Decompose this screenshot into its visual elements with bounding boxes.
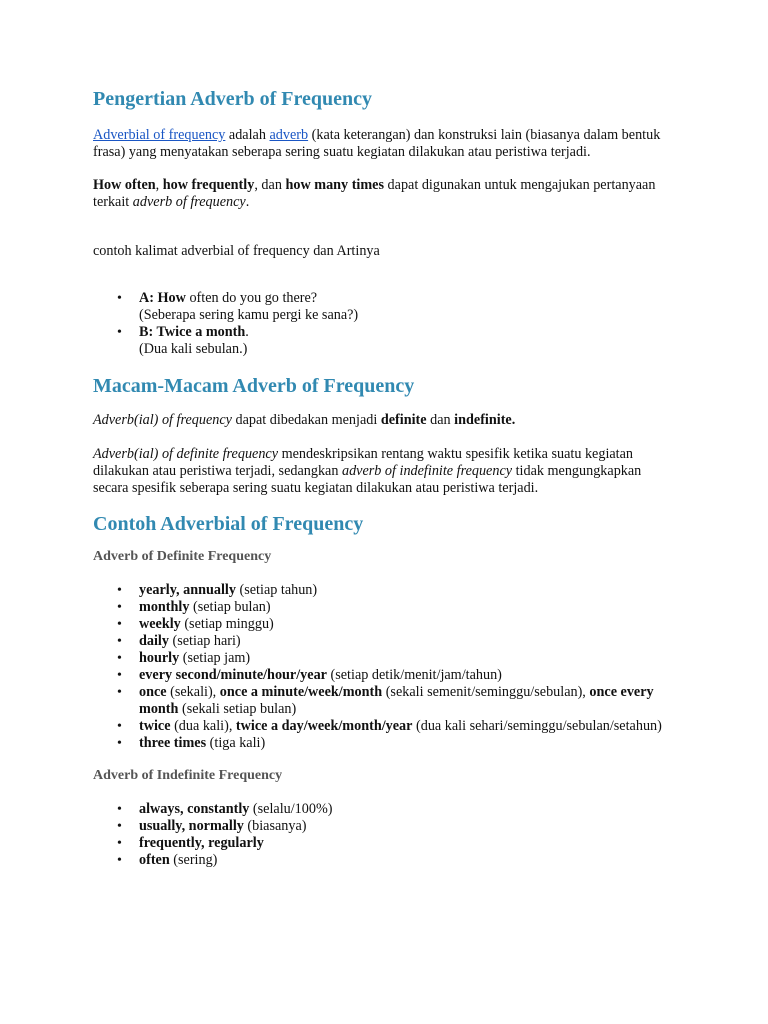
- text-span: (biasanya): [243, 818, 307, 834]
- bold-text: weekly: [139, 616, 181, 632]
- bold-text: yearly, annually: [139, 582, 236, 598]
- text-span: dan: [426, 412, 455, 428]
- bold-text: how many times: [285, 177, 384, 193]
- bold-text: daily: [139, 633, 169, 649]
- document-page: [93, 86, 678, 869]
- text-span: (setiap bulan): [189, 599, 271, 615]
- text-span: mendeskripsikan rentang waktu spesifik ketika suatu kegiatan dilakukan atau peristiwa terjadi, sedangkan: [93, 446, 634, 479]
- definite-list: [93, 582, 678, 752]
- bold-text: twice: [139, 718, 171, 734]
- text-span: .: [245, 194, 250, 210]
- list-item: [139, 650, 678, 667]
- text-span: (sekali setiap bulan): [178, 701, 297, 717]
- italic-text: Adverb(ial) of definite frequency: [93, 446, 279, 462]
- translation-text: (Seberapa sering kamu pergi ke sana?): [139, 307, 359, 323]
- text-span: (dua kali),: [170, 718, 236, 734]
- list-item: [139, 852, 678, 869]
- example-intro: contoh kalimat adverbial of frequency dan Artinya: [93, 243, 380, 259]
- text-span: tidak mengungkapkan secara spesifik seberapa sering suatu kegiatan dilakukan atau peristiwa terjadi.: [93, 463, 642, 496]
- list-item: [139, 582, 678, 599]
- list-item: [139, 616, 678, 633]
- bold-text: once: [139, 684, 167, 700]
- bold-text: usually, normally: [139, 818, 244, 834]
- list-item: [139, 667, 678, 684]
- list-item: [139, 290, 678, 324]
- section-title-pengertian: Pengertian Adverb of Frequency: [93, 88, 373, 110]
- description-paragraph: [93, 446, 678, 497]
- adverb-link[interactable]: adverb: [269, 127, 309, 143]
- bold-text: always, constantly: [139, 801, 250, 817]
- text-span: (tiga kali): [206, 735, 266, 751]
- bold-text: How often: [93, 177, 156, 193]
- section-title-contoh: Contoh Adverbial of Frequency: [93, 513, 364, 535]
- list-item: [139, 324, 678, 358]
- types-paragraph: [93, 412, 678, 429]
- bold-text: once a minute/week/month: [219, 684, 383, 700]
- text-span: .: [245, 324, 249, 340]
- indefinite-list: [93, 801, 678, 869]
- bold-text: B: Twice a month: [139, 324, 246, 340]
- bold-text: three times: [139, 735, 207, 751]
- text-span: ,: [155, 177, 163, 193]
- bold-text: monthly: [139, 599, 190, 615]
- indefinite-heading: Adverb of Indefinite Frequency: [93, 768, 283, 783]
- text-span: dapat digunakan untuk mengajukan pertanyaan terkait: [93, 177, 656, 210]
- list-item: [139, 735, 678, 752]
- list-item: [139, 835, 678, 852]
- bold-text: hourly: [139, 650, 180, 666]
- text-span: (dua kali sehari/seminggu/sebulan/setahun): [412, 718, 662, 734]
- question-paragraph: [93, 177, 678, 211]
- list-item: [139, 599, 678, 616]
- definite-heading: Adverb of Definite Frequency: [93, 549, 272, 564]
- text-span: (sekali semenit/seminggu/sebulan),: [382, 684, 590, 700]
- text-span: (setiap minggu): [180, 616, 274, 632]
- bold-text: how frequently: [162, 177, 255, 193]
- definition-paragraph: [93, 127, 678, 161]
- bold-text: twice a day/week/month/year: [235, 718, 413, 734]
- text-span: (setiap jam): [179, 650, 251, 666]
- section-title-macam: Macam-Macam Adverb of Frequency: [93, 375, 415, 397]
- italic-text: adverb of frequency: [132, 194, 246, 210]
- bold-text: indefinite.: [454, 412, 516, 428]
- text-span: (setiap hari): [168, 633, 241, 649]
- bold-text: frequently, regularly: [139, 835, 264, 851]
- translation-text: (Dua kali sebulan.): [139, 341, 248, 357]
- bold-text: every second/minute/hour/year: [139, 667, 327, 683]
- bold-text: once every month: [139, 684, 654, 717]
- list-item: [139, 718, 678, 735]
- text-span: (kata keterangan) dan konstruksi lain (biasanya dalam bentuk frasa) yang menyatakan seberapa sering suatu kegiatan dilakukan atau peristiwa terjadi.: [93, 127, 661, 160]
- italic-text: Adverb(ial) of frequency: [93, 412, 232, 428]
- adverbial-of-frequency-link[interactable]: Adverbial of frequency: [93, 127, 226, 143]
- list-item: [139, 801, 678, 818]
- list-item: [139, 818, 678, 835]
- bold-text: A: How: [139, 290, 186, 306]
- list-item: [139, 684, 678, 718]
- bold-text: definite: [380, 412, 427, 428]
- dialog-list: [93, 290, 678, 358]
- text-span: , dan: [254, 177, 286, 193]
- italic-text: adverb of indefinite frequency: [341, 463, 513, 479]
- text-span: (setiap tahun): [235, 582, 318, 598]
- text-span: (setiap detik/menit/jam/tahun): [326, 667, 502, 683]
- text-span: adalah: [225, 127, 270, 143]
- list-item: [139, 633, 678, 650]
- text-span: dapat dibedakan menjadi: [231, 412, 381, 428]
- text-span: (sering): [169, 852, 218, 868]
- text-span: (selalu/100%): [249, 801, 333, 817]
- text-span: (sekali),: [166, 684, 220, 700]
- text-span: often do you go there?: [185, 290, 318, 306]
- bold-text: often: [139, 852, 170, 868]
